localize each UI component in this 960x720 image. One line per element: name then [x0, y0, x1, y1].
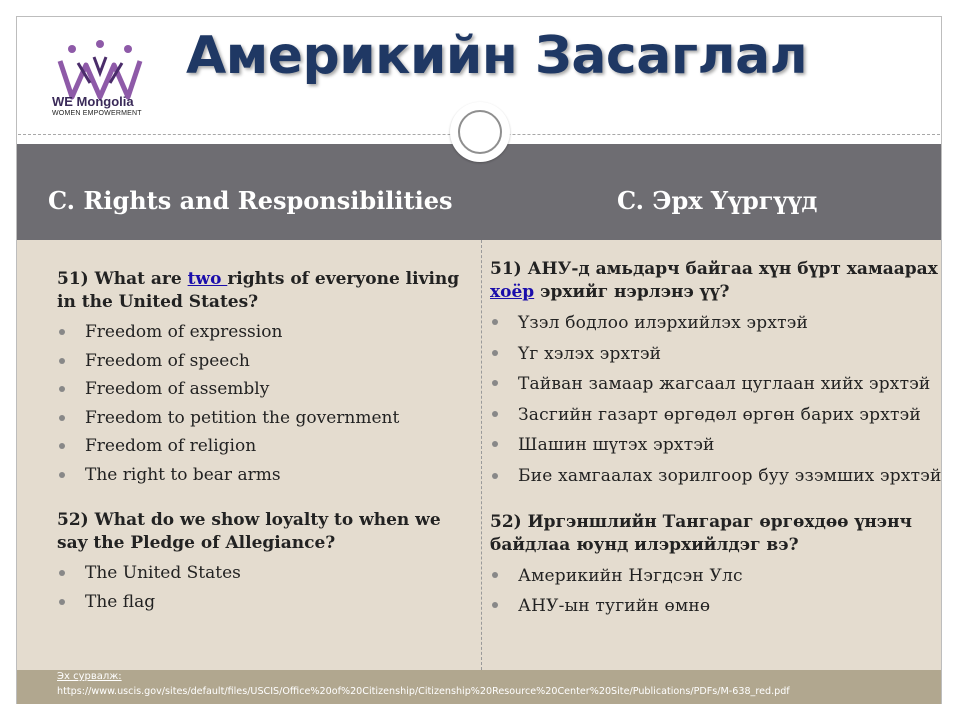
list-item: Freedom of assembly	[57, 375, 467, 404]
list-item: Үзэл бодлоо илэрхийлэх эрхтэй	[490, 308, 950, 339]
bullet-icon	[492, 411, 498, 417]
source-url[interactable]: https://www.uscis.gov/sites/default/files/USCIS/Office%20of%20Citizenship/Citizenship%20Resource%20Center%20Site/Publications/PDFs/M-638_red.pdf	[57, 686, 790, 697]
list-item: Бие хамгаалах зорилгоор буу эзэмших эрхтэй	[490, 461, 950, 489]
answers-52-mongolian	[490, 561, 950, 622]
question-52-mongolian: 52) Иргэншлийн Тангараг өргөхдөө үнэнч байдлаа юунд илэрхийлдэг вэ?	[490, 511, 912, 555]
bullet-icon	[492, 572, 498, 578]
source-bar	[17, 670, 941, 704]
list-item: Шашин шүтэх эрхтэй	[490, 430, 950, 461]
list-item: The right to bear arms	[57, 461, 467, 490]
link-khoyor[interactable]: хоёр	[490, 282, 535, 302]
question-52-english: 52) What do we show loyalty to when we say the Pledge of Allegiance?	[57, 510, 441, 553]
list-item: Freedom to petition the government	[57, 404, 467, 433]
list-item: Freedom of religion	[57, 432, 467, 461]
logo-figures	[60, 61, 140, 97]
question-51-english: 51) What are two rights of everyone living in the United States?	[57, 269, 460, 312]
answers-52-english	[57, 559, 467, 616]
bullet-icon	[492, 350, 498, 356]
question-51-mongolian: 51) АНУ-д амьдарч байгаа хүн бүрт хамаарах хоёр эрхийг нэрлэнэ үү?	[490, 259, 938, 302]
list-item: Америкийн Нэгдсэн Улс	[490, 561, 950, 592]
bullet-icon	[492, 473, 498, 479]
mongolian-column	[490, 258, 950, 622]
list-item: Үг хэлэх эрхтэй	[490, 339, 950, 370]
logo-head-left	[68, 45, 76, 53]
slide-title: Америкийн Засаглал	[186, 26, 808, 86]
bullet-icon	[59, 443, 65, 449]
logo-tagline: WOMEN EMPOWERMENT	[52, 110, 142, 117]
list-item: The flag	[57, 588, 467, 617]
bullet-icon	[59, 599, 65, 605]
heading-mongolian: C. Эрх Үүргүүд	[617, 186, 818, 215]
logo-head-right	[124, 45, 132, 53]
we-mongolia-logo	[50, 24, 150, 124]
logo-name: WE Mongolia	[52, 94, 134, 109]
answers-51-english	[57, 318, 467, 489]
bullet-icon	[59, 570, 65, 576]
list-item: The United States	[57, 559, 467, 588]
bullet-icon	[59, 358, 65, 364]
source-label: Эх сурвалж:	[57, 671, 122, 682]
logo-head-center	[96, 40, 104, 48]
bullet-icon	[59, 386, 65, 392]
list-item: Freedom of expression	[57, 318, 467, 347]
link-two[interactable]: two	[187, 269, 228, 289]
list-item: АНУ-ын тугийн өмнө	[490, 591, 950, 622]
bullet-icon	[59, 329, 65, 335]
list-item: Тайван замаар жагсаал цуглаан хийх эрхтэй	[490, 369, 950, 400]
bullet-icon	[492, 441, 498, 447]
bullet-icon	[59, 472, 65, 478]
list-item: Засгийн газарт өргөдөл өргөн барих эрхтэй	[490, 400, 950, 431]
bullet-icon	[59, 415, 65, 421]
english-column	[57, 268, 467, 616]
bullet-icon	[492, 602, 498, 608]
circle-ornament	[450, 102, 510, 162]
list-item: Freedom of speech	[57, 347, 467, 376]
heading-english: C. Rights and Responsibilities	[48, 186, 453, 215]
answers-51-mongolian	[490, 308, 950, 489]
bullet-icon	[492, 319, 498, 325]
bullet-icon	[492, 380, 498, 386]
column-divider	[481, 240, 482, 670]
